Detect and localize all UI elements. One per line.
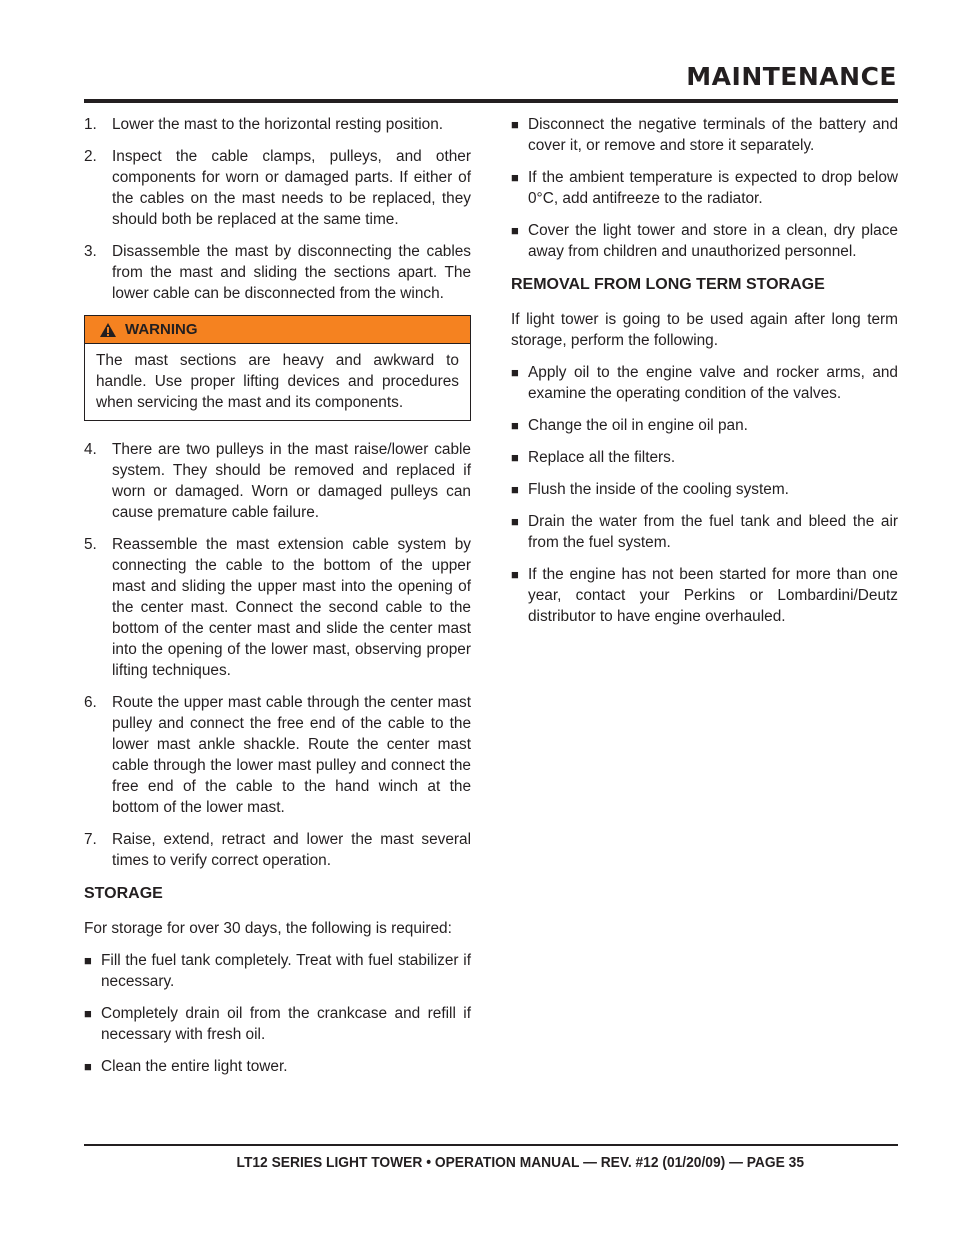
bullet-square-icon: ■ (511, 482, 519, 497)
bullet-square-icon: ■ (84, 1059, 92, 1074)
step-item (84, 692, 471, 818)
page-title: MAINTENANCE (686, 62, 897, 91)
bullet-text: Drain the water from the fuel tank and bleed the air from the fuel system. (528, 513, 898, 551)
warning-triangle-icon (99, 322, 117, 338)
removal-bullet (511, 447, 898, 468)
step-item (84, 829, 471, 871)
warning-label: WARNING (125, 321, 198, 338)
storage-bullet (84, 1003, 471, 1045)
header-rule (84, 99, 898, 103)
bullet-square-icon: ■ (511, 117, 519, 132)
step-item (84, 534, 471, 681)
step-item (84, 146, 471, 230)
footer-rule (84, 1144, 898, 1146)
step-text: Inspect the cable clamps, pulleys, and other components for worn or damaged parts. If either of the cables on the mast needs to be replaced, they should both be replaced at the same time. (112, 148, 471, 228)
step-text: Disassemble the mast by disconnecting the cables from the mast and sliding the sections apart. The lower cable can be disconnected from the winch. (112, 243, 471, 302)
bullet-square-icon: ■ (511, 450, 519, 465)
removal-intro: If light tower is going to be used again after long term storage, perform the following. (511, 311, 898, 349)
step-number: 1. (84, 116, 97, 133)
bullet-text: Change the oil in engine oil pan. (528, 417, 748, 434)
storage-bullet (84, 950, 471, 992)
step-number: 5. (84, 536, 97, 553)
step-text: There are two pulleys in the mast raise/lower cable system. They should be removed and replaced if worn or damaged. Worn or damaged pulleys can cause premature cable failure. (112, 441, 471, 521)
step-item (84, 439, 471, 523)
step-text: Route the upper mast cable through the center mast pulley and connect the free end of the cable to the lower mast ankle shackle. Route the center mast cable through the lower mast pulley and connect the free end of the cable to the hand winch at the bottom of the lower mast. (112, 694, 471, 816)
step-text: Raise, extend, retract and lower the mast several times to verify correct operation. (112, 831, 471, 869)
storage-intro: For storage for over 30 days, the following is required: (84, 920, 452, 937)
bullet-square-icon: ■ (84, 953, 92, 968)
page-footer: LT12 SERIES LIGHT TOWER • OPERATION MANUAL — REV. #12 (01/20/09) — PAGE 35 (236, 1154, 804, 1171)
removal-bullet (511, 564, 898, 627)
bullet-text: Apply oil to the engine valve and rocker arms, and examine the operating condition of the valves. (528, 364, 898, 402)
bullet-square-icon: ■ (511, 170, 519, 185)
removal-bullet (511, 362, 898, 404)
step-text: Reassemble the mast extension cable system by connecting the cable to the bottom of the upper mast and sliding the upper mast into the opening of the center mast. Connect the second cable to the bottom of the center mast and slide the center mast into the opening of the lower mast, observing proper lifting techniques. (112, 536, 471, 679)
bullet-text: Clean the entire light tower. (101, 1058, 288, 1075)
bullet-square-icon: ■ (511, 365, 519, 380)
right-column (511, 114, 898, 638)
bullet-text: If the engine has not been started for more than one year, contact your Perkins or Lombardini/Deutz distributor to have engine overhauled. (528, 566, 898, 625)
storage-heading: STORAGE (84, 885, 163, 902)
step-text: Lower the mast to the horizontal resting position. (112, 116, 444, 133)
storage-bullet (84, 1056, 471, 1077)
step-number: 4. (84, 441, 97, 458)
storage-bullet (511, 114, 898, 156)
step-item (84, 241, 471, 304)
bullet-text: Disconnect the negative terminals of the battery and cover it, or remove and store it separately. (528, 116, 898, 154)
bullet-square-icon: ■ (84, 1006, 92, 1021)
removal-bullet (511, 479, 898, 500)
bullet-text: Fill the fuel tank completely. Treat with fuel stabilizer if necessary. (101, 952, 471, 990)
left-column (84, 114, 471, 1088)
storage-bullet (511, 167, 898, 209)
step-item (84, 114, 471, 135)
bullet-text: Completely drain oil from the crankcase and refill if necessary with fresh oil. (101, 1005, 471, 1043)
bullet-text: If the ambient temperature is expected to drop below 0°C, add antifreeze to the radiator. (528, 169, 898, 207)
removal-bullet (511, 511, 898, 553)
bullet-text: Flush the inside of the cooling system. (528, 481, 789, 498)
step-number: 2. (84, 148, 97, 165)
step-number: 7. (84, 831, 97, 848)
bullet-square-icon: ■ (511, 418, 519, 433)
removal-heading: REMOVAL FROM LONG TERM STORAGE (511, 276, 825, 293)
warning-box (84, 315, 471, 421)
storage-bullet (511, 220, 898, 262)
bullet-text: Replace all the filters. (528, 449, 676, 466)
step-number: 3. (84, 243, 97, 260)
bullet-square-icon: ■ (511, 514, 519, 529)
warning-text: The mast sections are heavy and awkward to handle. Use proper lifting devices and procedures when servicing the mast and its components. (96, 352, 459, 411)
bullet-square-icon: ■ (511, 223, 519, 238)
bullet-square-icon: ■ (511, 567, 519, 582)
removal-bullet (511, 415, 898, 436)
step-number: 6. (84, 694, 97, 711)
bullet-text: Cover the light tower and store in a clean, dry place away from children and unauthorized personnel. (528, 222, 898, 260)
warning-header (85, 316, 470, 344)
